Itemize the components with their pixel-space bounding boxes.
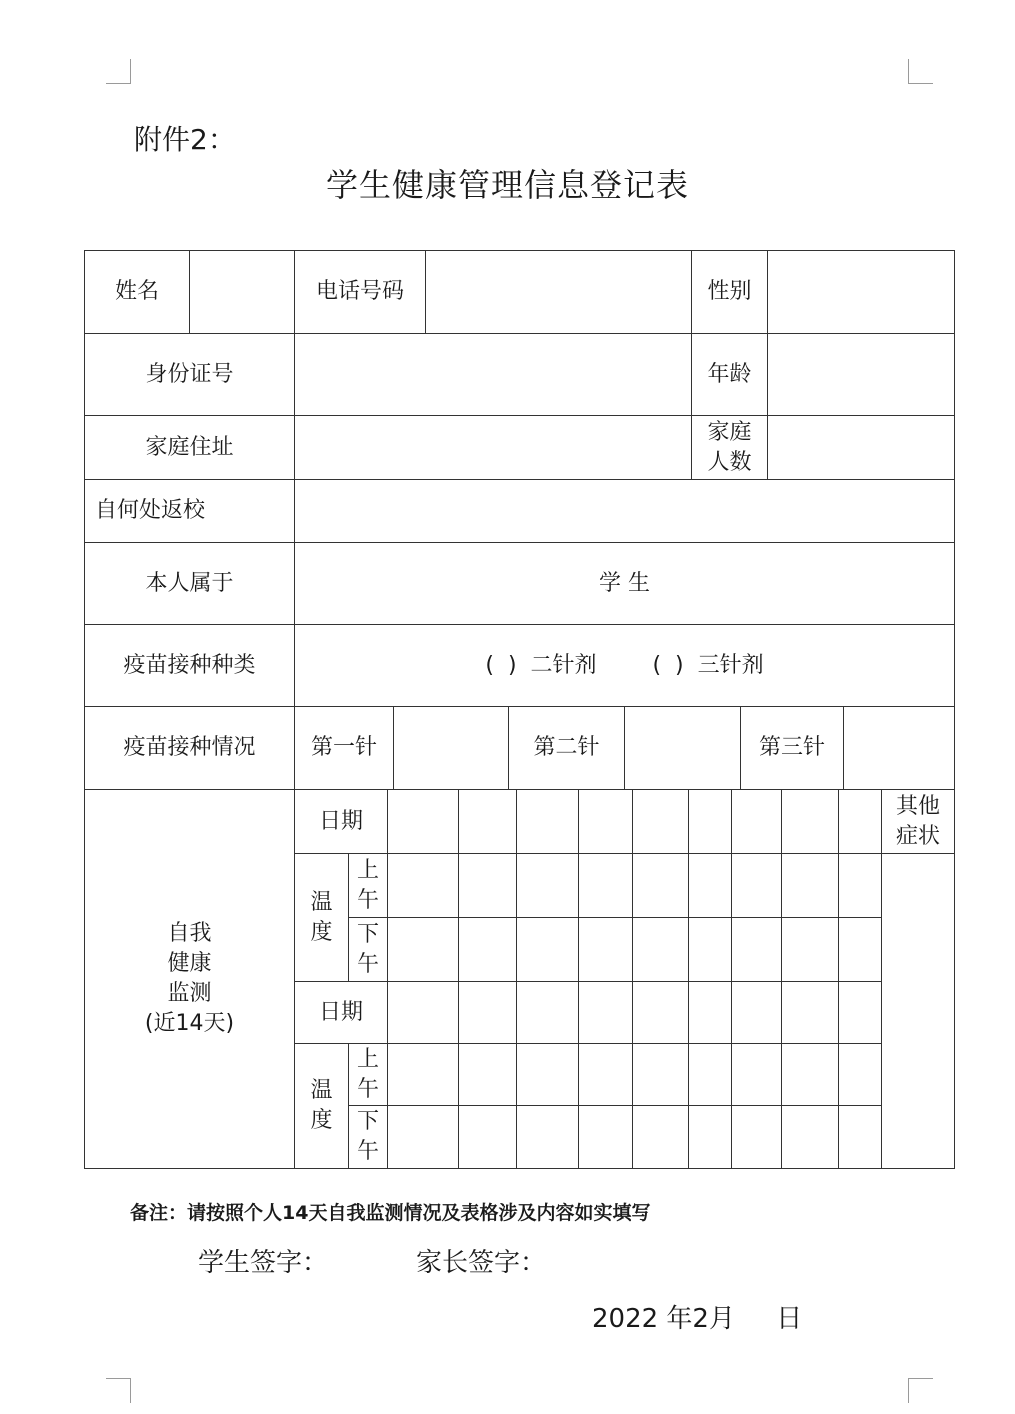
- field-gender[interactable]: [768, 251, 954, 334]
- label-afternoon-2: 下 午: [349, 1106, 388, 1168]
- monitor-cell-temp-1-pm-day-4[interactable]: [579, 918, 633, 982]
- monitor-cell-temp-2-am-day-9[interactable]: [839, 1044, 882, 1106]
- monitor-cell-date-1-day-5[interactable]: [633, 790, 689, 854]
- monitor-cell-temp-1-am-day-3[interactable]: [517, 854, 579, 918]
- label-return-from: 自何处返校: [85, 480, 295, 543]
- monitor-cell-temp-1-am-day-4[interactable]: [579, 854, 633, 918]
- label-temperature-2: 温 度: [295, 1044, 349, 1168]
- monitor-cell-temp-1-pm-day-3[interactable]: [517, 918, 579, 982]
- label-vaccine-status: 疫苗接种情况: [85, 707, 295, 790]
- form-date: 2022 年2月 日: [592, 1304, 803, 1334]
- monitor-cell-temp-2-pm-day-1[interactable]: [388, 1106, 459, 1168]
- crop-mark-top-left: [106, 59, 131, 84]
- label-age: 年龄: [692, 334, 768, 416]
- monitor-cell-temp-2-am-day-3[interactable]: [517, 1044, 579, 1106]
- label-date-2: 日期: [295, 982, 388, 1044]
- field-dose-3[interactable]: [844, 707, 954, 790]
- label-morning-2: 上 午: [349, 1044, 388, 1106]
- field-return-from[interactable]: [295, 480, 954, 543]
- monitor-cell-date-1-day-7[interactable]: [732, 790, 782, 854]
- parent-signature-label: 家长签字：: [416, 1248, 547, 1278]
- label-id-number: 身份证号: [85, 334, 295, 416]
- label-dose-1: 第一针: [295, 707, 394, 790]
- monitor-cell-temp-1-pm-day-8[interactable]: [782, 918, 839, 982]
- label-phone: 电话号码: [295, 251, 426, 334]
- monitor-cell-temp-2-am-day-4[interactable]: [579, 1044, 633, 1106]
- label-household: 家庭 人数: [692, 416, 768, 480]
- monitor-cell-date-1-day-3[interactable]: [517, 790, 579, 854]
- monitor-cell-temp-2-pm-day-2[interactable]: [459, 1106, 517, 1168]
- field-household[interactable]: [768, 416, 954, 480]
- monitor-cell-date-2-day-1[interactable]: [388, 982, 459, 1044]
- monitor-cell-temp-2-am-day-6[interactable]: [689, 1044, 732, 1106]
- monitor-cell-date-1-day-1[interactable]: [388, 790, 459, 854]
- monitor-cell-date-2-day-2[interactable]: [459, 982, 517, 1044]
- monitor-cell-temp-1-pm-day-2[interactable]: [459, 918, 517, 982]
- monitor-cell-temp-1-pm-day-1[interactable]: [388, 918, 459, 982]
- label-dose-2: 第二针: [509, 707, 625, 790]
- crop-mark-top-right: [908, 59, 933, 84]
- attachment-label: 附件2：: [134, 123, 236, 156]
- label-dose-3: 第三针: [741, 707, 844, 790]
- monitor-cell-temp-2-pm-day-9[interactable]: [839, 1106, 882, 1168]
- monitor-cell-temp-1-am-day-8[interactable]: [782, 854, 839, 918]
- crop-mark-bottom-left: [106, 1378, 131, 1403]
- label-other-symptoms: 其他 症状: [882, 790, 954, 854]
- monitor-cell-date-2-day-6[interactable]: [689, 982, 732, 1044]
- page-title: 学生健康管理信息登记表: [325, 166, 689, 204]
- monitor-cell-date-2-day-9[interactable]: [839, 982, 882, 1044]
- monitor-cell-temp-2-pm-day-6[interactable]: [689, 1106, 732, 1168]
- field-id-number[interactable]: [295, 334, 692, 416]
- monitor-cell-temp-1-pm-day-9[interactable]: [839, 918, 882, 982]
- monitor-cell-date-2-day-7[interactable]: [732, 982, 782, 1044]
- field-age[interactable]: [768, 334, 954, 416]
- label-name: 姓名: [85, 251, 190, 334]
- monitor-cell-temp-1-am-day-7[interactable]: [732, 854, 782, 918]
- monitor-cell-date-2-day-4[interactable]: [579, 982, 633, 1044]
- label-vaccine-type: 疫苗接种种类: [85, 625, 295, 707]
- monitor-cell-temp-1-am-day-5[interactable]: [633, 854, 689, 918]
- monitor-cell-temp-2-am-day-2[interactable]: [459, 1044, 517, 1106]
- monitor-cell-temp-2-am-day-5[interactable]: [633, 1044, 689, 1106]
- monitor-cell-temp-2-pm-day-8[interactable]: [782, 1106, 839, 1168]
- student-signature-label: 学生签字：: [198, 1248, 329, 1278]
- crop-mark-bottom-right: [908, 1378, 933, 1403]
- monitor-cell-date-1-day-2[interactable]: [459, 790, 517, 854]
- field-address[interactable]: [295, 416, 692, 480]
- label-gender: 性别: [692, 251, 768, 334]
- registration-form-table: [84, 250, 955, 1169]
- monitor-cell-temp-2-am-day-8[interactable]: [782, 1044, 839, 1106]
- monitor-cell-date-2-day-5[interactable]: [633, 982, 689, 1044]
- field-dose-2[interactable]: [625, 707, 741, 790]
- field-other-symptoms[interactable]: [882, 854, 954, 1168]
- vaccine-type-options[interactable]: ( ) 二针剂 ( ) 三针剂: [295, 625, 954, 707]
- monitor-cell-temp-1-am-day-2[interactable]: [459, 854, 517, 918]
- monitor-cell-date-2-day-8[interactable]: [782, 982, 839, 1044]
- field-dose-1[interactable]: [394, 707, 509, 790]
- label-temperature-1: 温 度: [295, 854, 349, 982]
- monitor-cell-temp-1-am-day-6[interactable]: [689, 854, 732, 918]
- monitor-cell-temp-2-am-day-7[interactable]: [732, 1044, 782, 1106]
- label-morning-1: 上 午: [349, 854, 388, 918]
- label-address: 家庭住址: [85, 416, 295, 480]
- monitor-cell-temp-2-pm-day-3[interactable]: [517, 1106, 579, 1168]
- monitor-cell-temp-2-pm-day-7[interactable]: [732, 1106, 782, 1168]
- monitor-cell-date-1-day-4[interactable]: [579, 790, 633, 854]
- monitor-cell-date-1-day-9[interactable]: [839, 790, 882, 854]
- monitor-cell-temp-1-am-day-9[interactable]: [839, 854, 882, 918]
- monitor-cell-temp-1-am-day-1[interactable]: [388, 854, 459, 918]
- field-phone[interactable]: [426, 251, 692, 334]
- remark-note: 备注：请按照个人14天自我监测情况及表格涉及内容如实填写: [130, 1202, 651, 1224]
- monitor-cell-temp-1-pm-day-7[interactable]: [732, 918, 782, 982]
- monitor-cell-temp-2-pm-day-4[interactable]: [579, 1106, 633, 1168]
- monitor-cell-date-2-day-3[interactable]: [517, 982, 579, 1044]
- monitor-cell-date-1-day-6[interactable]: [689, 790, 732, 854]
- label-belongs: 本人属于: [85, 543, 295, 625]
- label-self-monitor: 自我 健康 监测 (近14天): [85, 790, 295, 1168]
- field-name[interactable]: [190, 251, 295, 334]
- monitor-cell-temp-1-pm-day-5[interactable]: [633, 918, 689, 982]
- monitor-cell-temp-2-am-day-1[interactable]: [388, 1044, 459, 1106]
- monitor-cell-temp-2-pm-day-5[interactable]: [633, 1106, 689, 1168]
- label-afternoon-1: 下 午: [349, 918, 388, 982]
- monitor-cell-temp-1-pm-day-6[interactable]: [689, 918, 732, 982]
- monitor-cell-date-1-day-8[interactable]: [782, 790, 839, 854]
- label-date-1: 日期: [295, 790, 388, 854]
- value-belongs: 学 生: [295, 543, 954, 625]
